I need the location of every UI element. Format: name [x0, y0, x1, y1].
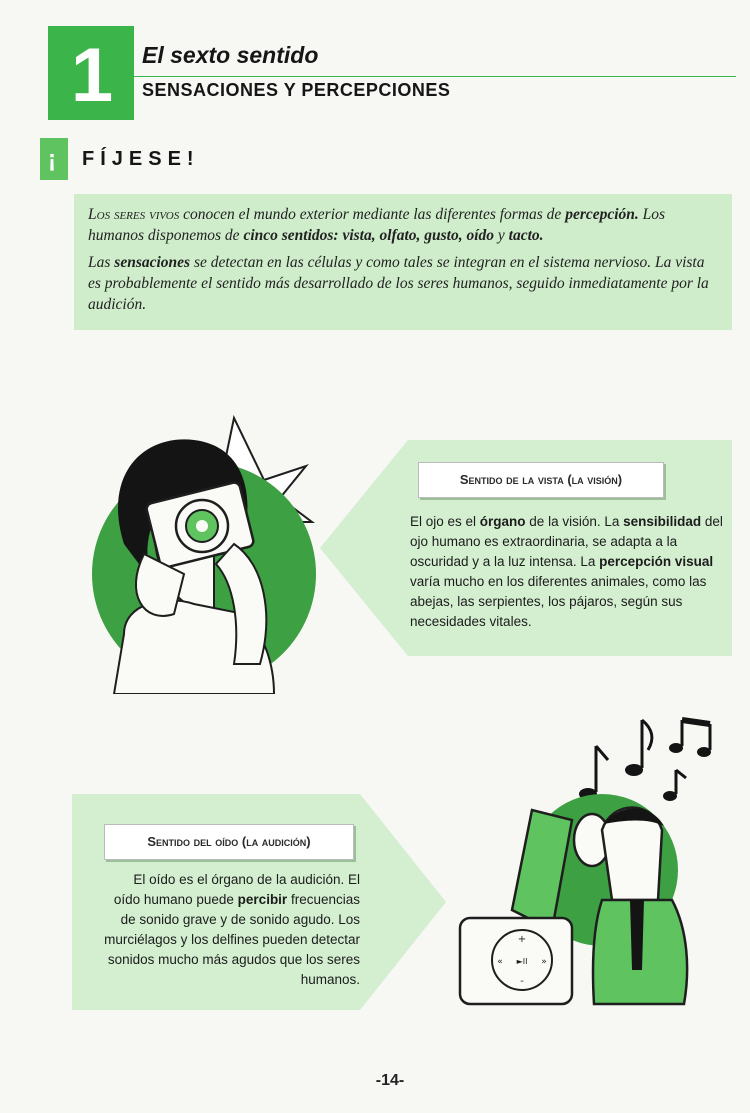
- oido-title-box: [104, 824, 354, 860]
- oido-description: [104, 870, 360, 990]
- player-next: »: [541, 957, 547, 967]
- intro-bold: cinco sentidos: vista, olfato, gusto, oído: [243, 227, 495, 244]
- oido-text: El oído es el órgano de la audición. El oído humano puede: [113, 872, 360, 907]
- lens-glint: [196, 520, 208, 532]
- vista-text: del ojo humano es extraordinaria, se adapta a la oscuridad y a la luz intensa. La: [410, 514, 723, 569]
- unit-subtitle: SENSACIONES Y PERCEPCIONES: [142, 80, 451, 100]
- vista-bold: órgano: [479, 514, 526, 529]
- intro-bold: percepción.: [565, 206, 639, 223]
- intro-smallcaps: Los seres vivos: [88, 206, 180, 223]
- vista-text: varía mucho en los diferentes animales, como las abejas, las serpientes, los pájaros, según sus necesidades vitales.: [410, 574, 707, 629]
- vista-text: de la visión. La: [525, 514, 624, 529]
- player-play: ►II: [516, 957, 528, 966]
- vista-title-box: [418, 462, 664, 498]
- vista-title: Sentido de la vista (la visión): [459, 472, 623, 487]
- vista-bold: percepción visual: [599, 554, 714, 569]
- intro-bold: sensaciones: [114, 254, 191, 271]
- tie: [630, 900, 644, 970]
- intro-paragraph-1: [88, 204, 718, 246]
- intro-paragraph-2: [88, 252, 718, 315]
- oido-text: frecuencias de sonido grave y de sonido agudo. Los murciélagos y los delfines pueden detectar sonidos mucho más agudos que los seres humanos.: [104, 892, 360, 987]
- intro-text: conocen el mundo exterior mediante las diferentes formas de: [179, 206, 566, 223]
- intro-bold: tacto.: [508, 227, 544, 244]
- player-minus: -: [520, 976, 524, 987]
- unit-number: 1: [70, 33, 114, 118]
- oido-title: Sentido del oído (la audición): [147, 834, 311, 849]
- intro-text: Las: [88, 254, 115, 271]
- fijese-heading: FÍJESE!: [82, 148, 200, 170]
- listener-illustration: [452, 790, 724, 1020]
- unit-title: El sexto sentido: [142, 42, 319, 68]
- player-prev: «: [497, 957, 503, 967]
- intro-text: se detectan en las células y como tales se integran en el sistema nervioso. La vista es probablemente el sentido más desarrollado de los seres humanos, seguido inmediatamente por la audición.: [88, 254, 709, 313]
- photographer-illustration: [84, 414, 324, 694]
- player-plus: +: [517, 934, 527, 945]
- oido-bold: percibir: [237, 892, 288, 907]
- intro-text: Los humanos disponemos de: [88, 206, 666, 244]
- title-divider: [134, 76, 736, 77]
- vista-bold: sensibilidad: [623, 514, 702, 529]
- fijese-exclamation: ¡: [48, 146, 56, 173]
- vista-text: El ojo es el: [410, 514, 480, 529]
- vista-description: [410, 512, 726, 632]
- page-number: -14-: [375, 1072, 405, 1089]
- intro-text: y: [494, 227, 509, 244]
- intro-text-box: [74, 194, 732, 330]
